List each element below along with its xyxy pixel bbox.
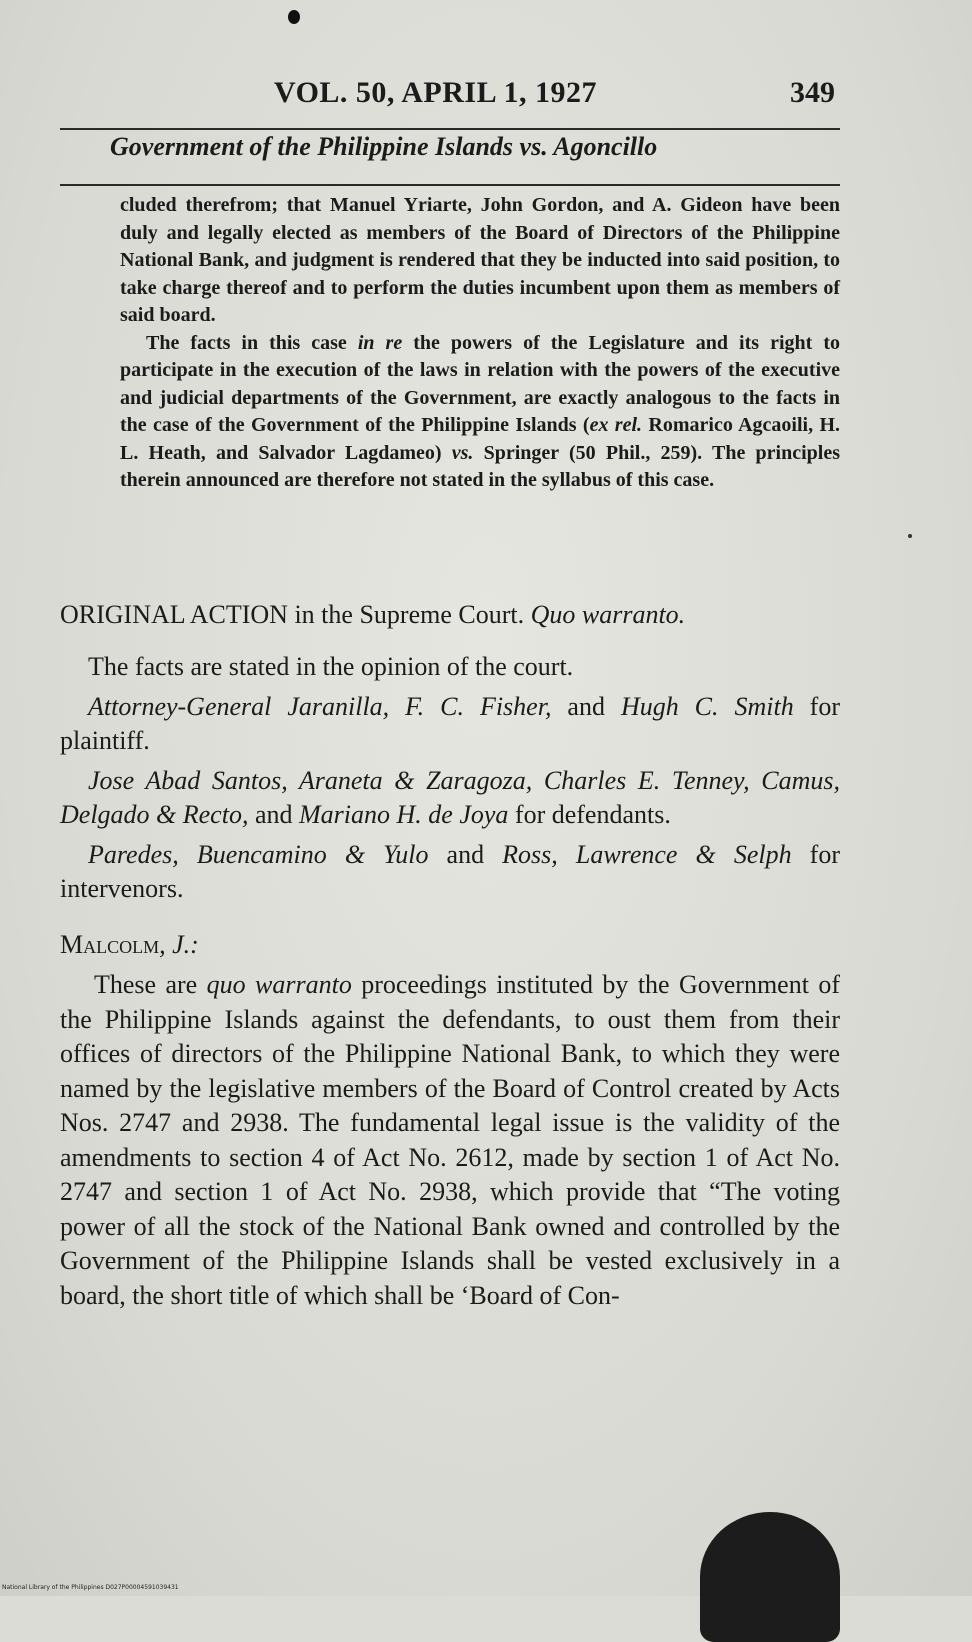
- speck: [908, 534, 912, 538]
- main-text: [60, 598, 840, 1313]
- original-action-heading: ORIGINAL ACTION in the Supreme Court. Quo warranto.: [60, 600, 686, 629]
- facts-statement: The facts are stated in the opinion of the court.: [88, 652, 574, 681]
- case-title: Government of the Philippine Islands vs. Agoncillo: [110, 132, 658, 161]
- scanner-thumb: [700, 1512, 840, 1642]
- judge-name: Malcolm, J.:: [60, 930, 199, 959]
- running-head: VOL. 50, APRIL 1, 1927: [274, 76, 597, 109]
- syllabus: [120, 192, 840, 495]
- counsel-plaintiff: Attorney-General Jaranilla, F. C. Fisher, and Hugh C. Smith for plaintiff.: [60, 692, 841, 755]
- header-rule-bottom: [60, 184, 840, 186]
- counsel-intervenors: Paredes, Buencamino & Yulo and Ross, Lawrence & Selph for intervenors.: [60, 840, 840, 903]
- page-number: 349: [790, 76, 835, 109]
- counsel-defendants: Jose Abad Santos, Araneta & Zaragoza, Charles E. Tenney, Camus, Delgado & Recto, and Mariano H. de Joya for defendants.: [60, 766, 840, 829]
- syllabus-paragraph: cluded therefrom; that Manuel Yriarte, John Gordon, and A. Gideon have been duly and legally elected as members of the Board of Directors of the Philippine National Bank, and judgment is rendered that they be inducted into said position, to take charge thereof and to perform the duties incumbent upon them as members of said board.: [120, 194, 840, 326]
- syllabus-paragraph: The facts in this case in re the powers of the Legislature and its right to participate in the execution of the laws in relation with the powers of the executive and judicial departments of the Government, are exactly analogous to the facts in the case of the Government of the Philippine Islands (ex rel. Romarico Agcaoili, H. L. Heath, and Salvador Lagdameo) vs. Springer (50 Phil., 259). The principles therein announced are therefore not stated in the syllabus of this case.: [120, 331, 841, 491]
- binding-hole: [288, 10, 300, 24]
- scan-credit: National Library of the Philippines D027P00004591039431: [2, 1584, 179, 1591]
- header-rule-top: [60, 128, 840, 130]
- opinion-paragraph: These are quo warranto proceedings instituted by the Government of the Philippine Islands against the defendants, to oust them from their offices of directors of the Philippine National Bank, to which they were named by the legislative members of the Board of Control created by Acts Nos. 2747 and 2938. The fundamental legal issue is the validity of the amendments to section 4 of Act No. 2612, made by section 1 of Act No. 2747 and section 1 of Act No. 2938, which provide that “The voting power of all the stock of the National Bank owned and controlled by the Government of the Philippine Islands shall be vested exclusively in a board, the short title of which shall be ‘Board of Con-: [60, 970, 840, 1310]
